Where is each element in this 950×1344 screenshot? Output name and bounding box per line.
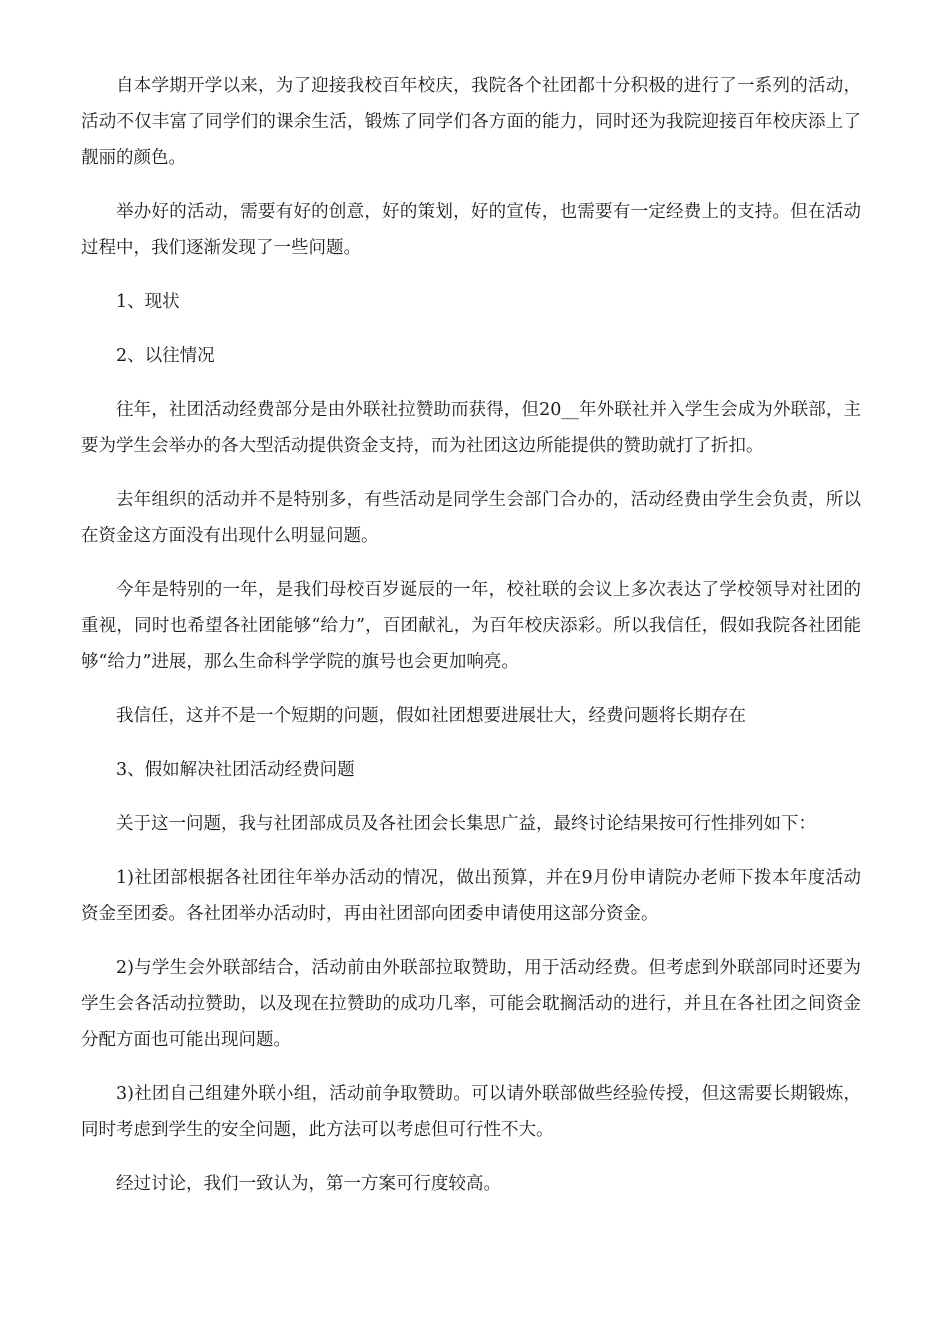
heading-status: 1、现状 [116,292,180,312]
paragraph-problem: 举办好的活动，需要有好的创意，好的策划，好的宣传，也需要有一定经费上的支持。但在活动过程中，我们逐渐发现了一些问题。 [81,202,861,258]
option-2: 2)与学生会外联部结合，活动前由外联部拉取赞助，用于活动经费。但考虑到外联部同时还要为学生会各活动拉赞助，以及现在拉赞助的成功几率，可能会耽搁活动的进行，并且在各社团之间资金分配方面也可能出现问题。 [81,958,861,1050]
option-3: 3)社团自己组建外联小组，活动前争取赞助。可以请外联部做些经验传授，但这需要长期锻炼，同时考虑到学生的安全问题，此方法可以考虑但可行性不大。 [81,1084,861,1140]
paragraph-long-term: 我信任，这并不是一个短期的问题，假如社团想要进展壮大，经费问题将长期存在 [116,706,746,726]
paragraph-discussion: 关于这一问题，我与社团部成员及各社团会长集思广益，最终讨论结果按可行性排列如下： [116,814,816,834]
option-1: 1)社团部根据各社团往年举办活动的情况，做出预算，并在9月份申请院办老师下拨本年度活动资金至团委。各社团举办活动时，再由社团部向团委申请使用这部分资金。 [81,868,861,924]
paragraph-conclusion: 经过讨论，我们一致认为，第一方案可行度较高。 [116,1174,501,1194]
paragraph-this-year: 今年是特别的一年，是我们母校百岁诞辰的一年，校社联的会议上多次表达了学校领导对社团的重视，同时也希望各社团能够“给力”，百团献礼，为百年校庆添彩。所以我信任，假如我院各社团能够“给力”进展，那么生命科学学院的旗号也会更加响亮。 [81,580,861,672]
document-body [81,68,861,1220]
heading-past-situation: 2、以往情况 [116,346,215,366]
heading-solution: 3、假如解决社团活动经费问题 [116,760,355,780]
paragraph-intro: 自本学期开学以来，为了迎接我校百年校庆，我院各个社团都十分积极的进行了一系列的活动，活动不仅丰富了同学们的课余生活，锻炼了同学们各方面的能力，同时还为我院迎接百年校庆添上了靓丽的颜色。 [81,76,861,168]
paragraph-past-years: 往年，社团活动经费部分是由外联社拉赞助而获得，但20__年外联社并入学生会成为外联部，主要为学生会举办的各大型活动提供资金支持，而为社团这边所能提供的赞助就打了折扣。 [81,400,861,456]
paragraph-last-year: 去年组织的活动并不是特别多，有些活动是同学生会部门合办的，活动经费由学生会负责，所以在资金这方面没有出现什么明显问题。 [81,490,861,546]
